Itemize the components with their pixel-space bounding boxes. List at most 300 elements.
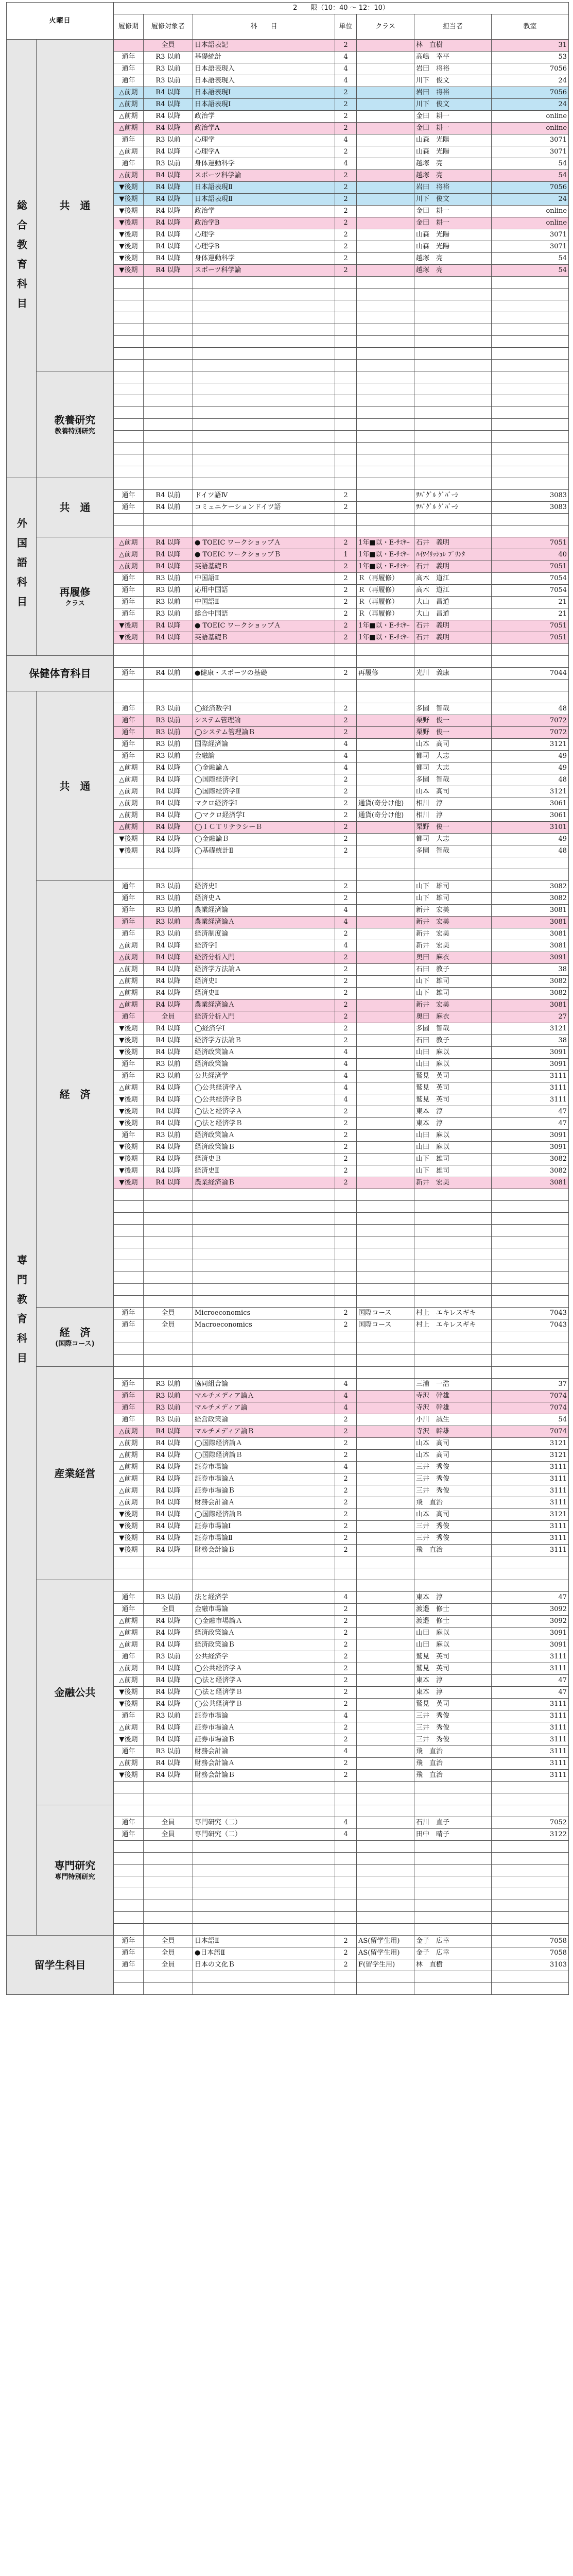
header-term: 履修期 [114, 14, 144, 40]
cell-subject: 財務会計論Ａ [193, 1497, 335, 1509]
cell-room [492, 312, 569, 324]
cell-target: 全員 [144, 1011, 193, 1023]
cell-subject [193, 1225, 335, 1236]
cell-term [114, 1971, 144, 1983]
cell-subject: ◯国際経済論Ｂ [193, 1509, 335, 1521]
cell-subject [193, 300, 335, 312]
cell-class: 国際コース [357, 1319, 414, 1331]
cell-room [492, 1568, 569, 1580]
cell-subject [193, 1865, 335, 1876]
cell-room [492, 454, 569, 466]
cell-subject: ◯ＩＣＴリテラシーＢ [193, 822, 335, 834]
cell-room [492, 1983, 569, 1995]
cell-credits: 2 [335, 1663, 357, 1675]
cell-credits: 2 [335, 727, 357, 739]
cell-class [357, 1699, 414, 1710]
cell-credits: 2 [335, 1521, 357, 1533]
cell-credits: 2 [335, 822, 357, 834]
cell-room: 3082 [492, 881, 569, 893]
cell-term: ▼後期 [114, 241, 144, 253]
cell-class [357, 1485, 414, 1497]
cell-room: 3121 [492, 1450, 569, 1462]
cell-room: 3091 [492, 1130, 569, 1142]
cell-instructor: 高木 道江 [414, 573, 492, 585]
cell-term: △前期 [114, 964, 144, 976]
cell-term [114, 1189, 144, 1201]
cell-credits [335, 1260, 357, 1272]
cell-target: R4 以降 [144, 1699, 193, 1710]
cell-subject: ◯法と経済学Ｂ [193, 1118, 335, 1130]
cell-instructor [414, 1782, 492, 1793]
cell-instructor: 山下 雄司 [414, 1165, 492, 1177]
cell-subject [193, 324, 335, 336]
cell-target [144, 869, 193, 881]
cell-term: 通年 [114, 490, 144, 502]
cell-term [114, 1900, 144, 1912]
cell-class [357, 1533, 414, 1545]
cell-target [144, 383, 193, 395]
cell-credits: 2 [335, 786, 357, 798]
day-title: 火曜日 [7, 3, 114, 40]
cell-term: 通年 [114, 1592, 144, 1604]
cell-class [357, 1082, 414, 1094]
cell-instructor: 大山 昌道 [414, 608, 492, 620]
cell-target: R3 以前 [144, 727, 193, 739]
cell-instructor: 山田 麻以 [414, 1059, 492, 1071]
cell-class [357, 1663, 414, 1675]
cell-class [357, 881, 414, 893]
cell-target [144, 371, 193, 383]
cell-subject: 経済制度論 [193, 928, 335, 940]
cell-subject [193, 360, 335, 371]
cell-credits: 2 [335, 490, 357, 502]
cell-class [357, 1473, 414, 1485]
cell-target: R4 以降 [144, 1770, 193, 1782]
cell-term [114, 478, 144, 490]
cell-subject: ◯公共経済学Ｂ [193, 1094, 335, 1106]
cell-room: 49 [492, 762, 569, 774]
cell-term [114, 1568, 144, 1580]
cell-credits: 2 [335, 585, 357, 597]
subcategory-label-text: 共 通 [59, 501, 91, 514]
cell-credits: 2 [335, 999, 357, 1011]
cell-instructor [414, 691, 492, 703]
cell-target: R4 以降 [144, 1734, 193, 1746]
cell-room: 3111 [492, 1663, 569, 1675]
cell-target [144, 1201, 193, 1213]
cell-subject [193, 1248, 335, 1260]
cell-instructor: 相川 淳 [414, 810, 492, 822]
cell-instructor [414, 1924, 492, 1936]
cell-room: 3081 [492, 1177, 569, 1189]
subcategory-label-text: 共 通 [59, 199, 91, 212]
cell-credits: 2 [335, 1473, 357, 1485]
cell-subject [193, 407, 335, 419]
cell-target [144, 1248, 193, 1260]
cell-target: R4 以降 [144, 1106, 193, 1118]
cell-credits: 2 [335, 123, 357, 134]
cell-term: 通年 [114, 1651, 144, 1663]
cell-subject: 基礎統計 [193, 52, 335, 63]
table-row [7, 1936, 569, 1947]
cell-room: 7054 [492, 573, 569, 585]
cell-term [114, 656, 144, 668]
cell-subject: 総合中国語 [193, 608, 335, 620]
cell-instructor: 多園 智哉 [414, 845, 492, 857]
cell-subject [193, 680, 335, 691]
cell-subject: スポーツ科学論 [193, 265, 335, 277]
cell-credits: 2 [335, 976, 357, 988]
table-row [7, 656, 569, 668]
subcategory-label [37, 881, 114, 1308]
cell-subject: 応用中国語 [193, 585, 335, 597]
cell-room: 38 [492, 1035, 569, 1047]
cell-target: R4 以降 [144, 976, 193, 988]
cell-target: R4 以降 [144, 620, 193, 632]
cell-subject: ◯国際経済論Ａ [193, 1438, 335, 1450]
cell-credits: 2 [335, 265, 357, 277]
cell-target: R3 以前 [144, 1379, 193, 1391]
subcategory-sublabel: 専門特別研究 [55, 1873, 95, 1881]
cell-class [357, 1296, 414, 1308]
cell-credits: 2 [335, 810, 357, 822]
cell-subject [193, 419, 335, 431]
cell-class [357, 1035, 414, 1047]
cell-credits [335, 1355, 357, 1367]
cell-room: 7044 [492, 668, 569, 680]
cell-credits [335, 1331, 357, 1343]
cell-instructor: 三井 秀俊 [414, 1722, 492, 1734]
cell-credits [335, 1888, 357, 1900]
cell-room: 3111 [492, 1699, 569, 1710]
cell-instructor [414, 336, 492, 348]
cell-subject: 経済分析入門 [193, 952, 335, 964]
cell-class [357, 146, 414, 158]
cell-instructor [414, 1201, 492, 1213]
cell-target: 全員 [144, 1959, 193, 1971]
cell-class [357, 217, 414, 229]
cell-room: 3082 [492, 988, 569, 999]
cell-room: 3111 [492, 1746, 569, 1758]
cell-class: 1年■以・E-ｻﾐﾔｰ [357, 537, 414, 549]
cell-target: R4 以降 [144, 1035, 193, 1047]
cell-class [357, 1746, 414, 1758]
cell-instructor [414, 1568, 492, 1580]
cell-credits: 4 [335, 63, 357, 75]
cell-credits: 4 [335, 917, 357, 928]
cell-subject [193, 1213, 335, 1225]
cell-room [492, 1201, 569, 1213]
cell-instructor: 山田 麻以 [414, 1130, 492, 1142]
cell-term [114, 1805, 144, 1817]
cell-instructor: 奥田 麻衣 [414, 1011, 492, 1023]
cell-instructor: ｻﾊﾞｸﾞﾙ ｸﾞﾊﾞｰｼ [414, 490, 492, 502]
cell-class [357, 1841, 414, 1853]
cell-subject: 経済史Ⅱ [193, 1165, 335, 1177]
cell-class: AS(留学生用) [357, 1936, 414, 1947]
cell-room: 3081 [492, 928, 569, 940]
cell-instructor [414, 1343, 492, 1355]
cell-subject: システム管理論 [193, 715, 335, 727]
cell-subject: ◯経済数学Ⅰ [193, 703, 335, 715]
cell-term [114, 289, 144, 300]
cell-instructor [414, 1272, 492, 1284]
cell-target: R4 以降 [144, 762, 193, 774]
cell-subject: 身体運動科学 [193, 158, 335, 170]
cell-credits: 2 [335, 253, 357, 265]
cell-credits [335, 857, 357, 869]
cell-subject [193, 526, 335, 537]
category-label-text: 外国語科目 [15, 518, 28, 616]
subcategory-label-text: 再履修 [59, 585, 91, 598]
cell-term: △前期 [114, 1438, 144, 1450]
cell-instructor [414, 383, 492, 395]
cell-target [144, 656, 193, 668]
cell-room [492, 407, 569, 419]
cell-room: 3092 [492, 1616, 569, 1628]
cell-term [114, 360, 144, 371]
cell-subject [193, 1841, 335, 1853]
cell-class [357, 656, 414, 668]
cell-instructor: 新井 宏美 [414, 999, 492, 1011]
cell-class [357, 1130, 414, 1142]
cell-credits: 4 [335, 75, 357, 87]
table-row [7, 691, 569, 703]
cell-room: 54 [492, 265, 569, 277]
cell-subject [193, 857, 335, 869]
cell-class [357, 727, 414, 739]
cell-room: 3071 [492, 229, 569, 241]
cell-target: R4 以降 [144, 822, 193, 834]
cell-room: 3091 [492, 1628, 569, 1639]
cell-room [492, 1971, 569, 1983]
cell-class [357, 988, 414, 999]
cell-class [357, 1639, 414, 1651]
cell-credits: 4 [335, 1829, 357, 1841]
cell-target [144, 1189, 193, 1201]
cell-target [144, 1793, 193, 1805]
cell-target: R3 以前 [144, 52, 193, 63]
cell-instructor [414, 1355, 492, 1367]
cell-target [144, 431, 193, 443]
cell-class [357, 1651, 414, 1663]
cell-room: 3121 [492, 1509, 569, 1521]
cell-credits: 2 [335, 99, 357, 111]
cell-room: 3111 [492, 1473, 569, 1485]
cell-subject: 日本語Ⅱ [193, 1936, 335, 1947]
cell-term: ▼後期 [114, 1154, 144, 1165]
cell-target: R4 以降 [144, 964, 193, 976]
cell-term [114, 1343, 144, 1355]
cell-credits: 2 [335, 608, 357, 620]
cell-term [114, 1284, 144, 1296]
cell-class [357, 905, 414, 917]
cell-instructor [414, 869, 492, 881]
cell-room [492, 1865, 569, 1876]
cell-credits: 2 [335, 1758, 357, 1770]
cell-term: ▼後期 [114, 845, 144, 857]
cell-term [114, 1331, 144, 1343]
cell-target: R4 以降 [144, 774, 193, 786]
cell-subject: 日本語表現入 [193, 63, 335, 75]
cell-term: 通年 [114, 63, 144, 75]
cell-credits [335, 526, 357, 537]
cell-term: 通年 [114, 715, 144, 727]
cell-room: 48 [492, 845, 569, 857]
cell-room: 3111 [492, 1521, 569, 1533]
cell-instructor [414, 1912, 492, 1924]
cell-target: R4 以降 [144, 1154, 193, 1165]
cell-instructor: 都司 大志 [414, 751, 492, 762]
cell-credits: 2 [335, 988, 357, 999]
cell-class [357, 1556, 414, 1568]
cell-subject [193, 1331, 335, 1343]
cell-room: 3111 [492, 1770, 569, 1782]
cell-subject [193, 1260, 335, 1272]
cell-target [144, 336, 193, 348]
table-row [7, 1308, 569, 1319]
cell-credits [335, 324, 357, 336]
cell-instructor: 栗野 俊一 [414, 822, 492, 834]
cell-room: 7051 [492, 561, 569, 573]
cell-term [114, 1853, 144, 1865]
cell-subject [193, 1782, 335, 1793]
cell-class [357, 1462, 414, 1473]
cell-target: 全員 [144, 1817, 193, 1829]
cell-class [357, 289, 414, 300]
cell-room: 3083 [492, 490, 569, 502]
cell-term: 通年 [114, 1379, 144, 1391]
cell-term: 通年 [114, 1308, 144, 1319]
cell-term [114, 1888, 144, 1900]
cell-target [144, 407, 193, 419]
category-label [7, 656, 114, 691]
cell-credits: 2 [335, 1628, 357, 1639]
cell-instructor: 石川 直子 [414, 1817, 492, 1829]
cell-subject [193, 1805, 335, 1817]
table-row [7, 1367, 569, 1379]
cell-credits: 4 [335, 1071, 357, 1082]
cell-credits [335, 407, 357, 419]
cell-subject: 農業経済論Ａ [193, 917, 335, 928]
cell-room: 47 [492, 1675, 569, 1687]
cell-subject [193, 336, 335, 348]
cell-term: ▼後期 [114, 1533, 144, 1545]
cell-term: 通年 [114, 52, 144, 63]
cell-target [144, 1853, 193, 1865]
subcategory-label [37, 1308, 114, 1367]
cell-term [114, 1876, 144, 1888]
cell-target: 全員 [144, 1829, 193, 1841]
cell-instructor: 小川 誠生 [414, 1414, 492, 1426]
cell-room: 3121 [492, 739, 569, 751]
cell-term [114, 857, 144, 869]
cell-term [114, 1355, 144, 1367]
cell-room [492, 1331, 569, 1343]
cell-room [492, 1876, 569, 1888]
cell-room: 24 [492, 99, 569, 111]
cell-room: 3091 [492, 952, 569, 964]
cell-instructor: 高嶋 幸平 [414, 52, 492, 63]
cell-class [357, 1924, 414, 1936]
cell-room: 24 [492, 194, 569, 206]
cell-credits [335, 383, 357, 395]
cell-instructor: 金子 広幸 [414, 1947, 492, 1959]
cell-credits: 4 [335, 739, 357, 751]
cell-room [492, 656, 569, 668]
subcategory-label [37, 40, 114, 371]
category-label [7, 691, 37, 1936]
cell-instructor [414, 1213, 492, 1225]
cell-class [357, 1225, 414, 1236]
cell-term [114, 371, 144, 383]
cell-target: 全員 [144, 1308, 193, 1319]
cell-term: 通年 [114, 585, 144, 597]
cell-subject: コミュニケーションドイツ語 [193, 502, 335, 514]
cell-subject: 英語基礎Ｂ [193, 632, 335, 644]
cell-target [144, 443, 193, 454]
cell-class [357, 1094, 414, 1106]
cell-target: 全員 [144, 40, 193, 52]
cell-instructor: 金田 耕一 [414, 217, 492, 229]
cell-term: △前期 [114, 774, 144, 786]
cell-class [357, 1213, 414, 1225]
cell-class [357, 691, 414, 703]
cell-credits: 2 [335, 1130, 357, 1142]
cell-class [357, 1616, 414, 1628]
cell-target [144, 1236, 193, 1248]
cell-credits [335, 300, 357, 312]
cell-instructor: 林 直樹 [414, 1959, 492, 1971]
cell-term: △前期 [114, 146, 144, 158]
cell-credits [335, 1865, 357, 1876]
cell-class [357, 952, 414, 964]
cell-subject: 証券市場論Ｂ [193, 1734, 335, 1746]
cell-class [357, 1805, 414, 1817]
cell-class: 国際コース [357, 1308, 414, 1319]
cell-credits [335, 1556, 357, 1568]
cell-target: R4 以降 [144, 988, 193, 999]
cell-class [357, 1545, 414, 1556]
cell-class [357, 265, 414, 277]
subcategory-label [37, 371, 114, 478]
cell-instructor: 越塚 亮 [414, 170, 492, 182]
cell-class [357, 170, 414, 182]
cell-class [357, 1900, 414, 1912]
cell-class [357, 1023, 414, 1035]
cell-instructor: 渡邉 修士 [414, 1616, 492, 1628]
cell-subject: ●日本語Ⅱ [193, 1947, 335, 1959]
cell-term: ▼後期 [114, 1035, 144, 1047]
cell-target: R4 以降 [144, 1533, 193, 1545]
cell-class: 1年■以・E-ｻﾐﾔｰ [357, 620, 414, 632]
cell-credits [335, 644, 357, 656]
cell-room [492, 324, 569, 336]
cell-credits: 2 [335, 1651, 357, 1663]
timetable [6, 2, 569, 1995]
cell-instructor: 新井 宏美 [414, 917, 492, 928]
cell-instructor: 山下 雄司 [414, 881, 492, 893]
cell-class [357, 1865, 414, 1876]
cell-target: R3 以前 [144, 1710, 193, 1722]
cell-credits: 2 [335, 1604, 357, 1616]
cell-target: 全員 [144, 1947, 193, 1959]
cell-term: 通年 [114, 893, 144, 905]
cell-subject: 経済史Ａ [193, 893, 335, 905]
cell-room [492, 1556, 569, 1568]
cell-class [357, 1628, 414, 1639]
cell-class: 通貨(奇分け他) [357, 798, 414, 810]
